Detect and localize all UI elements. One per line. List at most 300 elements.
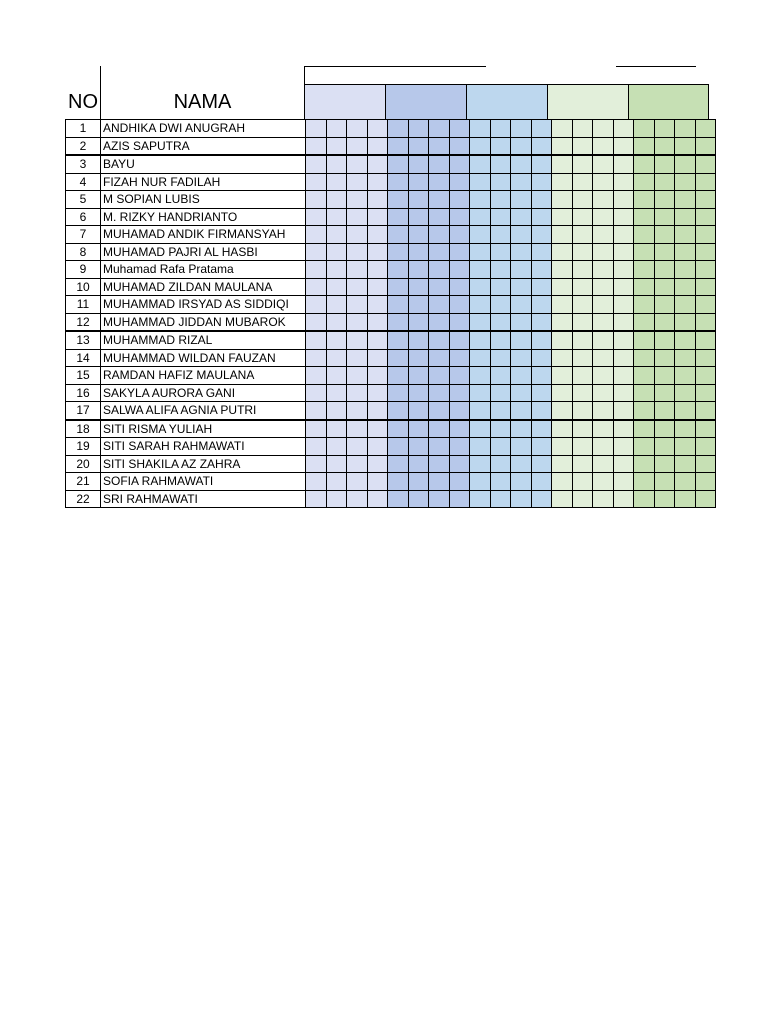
attendance-cell[interactable]	[429, 402, 450, 420]
attendance-cell[interactable]	[593, 313, 614, 331]
attendance-cell[interactable]	[552, 191, 573, 209]
attendance-cell[interactable]	[429, 155, 450, 173]
attendance-cell[interactable]	[593, 455, 614, 473]
attendance-cell[interactable]	[511, 490, 532, 508]
attendance-cell[interactable]	[593, 120, 614, 138]
attendance-cell[interactable]	[511, 313, 532, 331]
attendance-cell[interactable]	[347, 331, 368, 349]
attendance-cell[interactable]	[511, 402, 532, 420]
attendance-cell[interactable]	[695, 490, 716, 508]
attendance-cell[interactable]	[593, 261, 614, 279]
attendance-cell[interactable]	[408, 120, 429, 138]
attendance-cell[interactable]	[654, 120, 675, 138]
attendance-cell[interactable]	[593, 137, 614, 155]
attendance-cell[interactable]	[695, 173, 716, 191]
attendance-cell[interactable]	[449, 137, 470, 155]
attendance-cell[interactable]	[490, 490, 511, 508]
attendance-cell[interactable]	[593, 473, 614, 491]
attendance-cell[interactable]	[429, 191, 450, 209]
attendance-cell[interactable]	[552, 173, 573, 191]
attendance-cell[interactable]	[367, 313, 388, 331]
attendance-cell[interactable]	[306, 226, 327, 244]
attendance-cell[interactable]	[634, 438, 655, 456]
attendance-cell[interactable]	[449, 155, 470, 173]
attendance-cell[interactable]	[593, 173, 614, 191]
attendance-cell[interactable]	[490, 349, 511, 367]
attendance-cell[interactable]	[511, 331, 532, 349]
attendance-cell[interactable]	[429, 173, 450, 191]
attendance-cell[interactable]	[388, 455, 409, 473]
attendance-cell[interactable]	[695, 402, 716, 420]
attendance-cell[interactable]	[634, 155, 655, 173]
attendance-cell[interactable]	[367, 191, 388, 209]
attendance-cell[interactable]	[572, 402, 593, 420]
attendance-cell[interactable]	[470, 226, 491, 244]
attendance-cell[interactable]	[388, 349, 409, 367]
attendance-cell[interactable]	[326, 208, 347, 226]
attendance-cell[interactable]	[408, 278, 429, 296]
attendance-cell[interactable]	[347, 402, 368, 420]
attendance-cell[interactable]	[449, 278, 470, 296]
attendance-cell[interactable]	[695, 137, 716, 155]
attendance-cell[interactable]	[388, 296, 409, 314]
attendance-cell[interactable]	[531, 349, 552, 367]
attendance-cell[interactable]	[695, 473, 716, 491]
attendance-cell[interactable]	[531, 384, 552, 402]
attendance-cell[interactable]	[347, 137, 368, 155]
attendance-cell[interactable]	[593, 490, 614, 508]
attendance-cell[interactable]	[367, 296, 388, 314]
attendance-cell[interactable]	[511, 296, 532, 314]
attendance-cell[interactable]	[593, 438, 614, 456]
attendance-cell[interactable]	[613, 155, 634, 173]
attendance-cell[interactable]	[367, 455, 388, 473]
attendance-cell[interactable]	[388, 438, 409, 456]
attendance-cell[interactable]	[388, 137, 409, 155]
attendance-cell[interactable]	[634, 473, 655, 491]
attendance-cell[interactable]	[675, 155, 696, 173]
attendance-cell[interactable]	[531, 331, 552, 349]
attendance-cell[interactable]	[531, 191, 552, 209]
attendance-cell[interactable]	[552, 137, 573, 155]
attendance-cell[interactable]	[326, 226, 347, 244]
attendance-cell[interactable]	[470, 155, 491, 173]
attendance-cell[interactable]	[572, 226, 593, 244]
attendance-cell[interactable]	[449, 349, 470, 367]
attendance-cell[interactable]	[572, 438, 593, 456]
attendance-cell[interactable]	[552, 261, 573, 279]
attendance-cell[interactable]	[347, 490, 368, 508]
attendance-cell[interactable]	[634, 349, 655, 367]
attendance-cell[interactable]	[347, 226, 368, 244]
attendance-cell[interactable]	[490, 402, 511, 420]
attendance-cell[interactable]	[572, 313, 593, 331]
attendance-cell[interactable]	[306, 173, 327, 191]
attendance-cell[interactable]	[347, 455, 368, 473]
attendance-cell[interactable]	[511, 120, 532, 138]
attendance-cell[interactable]	[552, 490, 573, 508]
attendance-cell[interactable]	[675, 438, 696, 456]
attendance-cell[interactable]	[490, 296, 511, 314]
attendance-cell[interactable]	[306, 278, 327, 296]
attendance-cell[interactable]	[449, 331, 470, 349]
attendance-cell[interactable]	[490, 226, 511, 244]
attendance-cell[interactable]	[388, 226, 409, 244]
attendance-cell[interactable]	[429, 243, 450, 261]
attendance-cell[interactable]	[572, 261, 593, 279]
attendance-cell[interactable]	[634, 402, 655, 420]
attendance-cell[interactable]	[388, 402, 409, 420]
attendance-cell[interactable]	[367, 120, 388, 138]
attendance-cell[interactable]	[429, 208, 450, 226]
attendance-cell[interactable]	[511, 384, 532, 402]
attendance-cell[interactable]	[408, 438, 429, 456]
attendance-cell[interactable]	[429, 473, 450, 491]
attendance-cell[interactable]	[593, 384, 614, 402]
attendance-cell[interactable]	[531, 420, 552, 438]
attendance-cell[interactable]	[675, 278, 696, 296]
attendance-cell[interactable]	[572, 384, 593, 402]
attendance-cell[interactable]	[306, 367, 327, 385]
attendance-cell[interactable]	[572, 455, 593, 473]
attendance-cell[interactable]	[654, 155, 675, 173]
attendance-cell[interactable]	[388, 420, 409, 438]
attendance-cell[interactable]	[347, 420, 368, 438]
attendance-cell[interactable]	[367, 155, 388, 173]
attendance-cell[interactable]	[675, 331, 696, 349]
attendance-cell[interactable]	[593, 331, 614, 349]
attendance-cell[interactable]	[470, 438, 491, 456]
attendance-cell[interactable]	[695, 384, 716, 402]
attendance-cell[interactable]	[388, 384, 409, 402]
attendance-cell[interactable]	[675, 490, 696, 508]
attendance-cell[interactable]	[675, 473, 696, 491]
attendance-cell[interactable]	[326, 420, 347, 438]
attendance-cell[interactable]	[572, 191, 593, 209]
attendance-cell[interactable]	[449, 208, 470, 226]
attendance-cell[interactable]	[449, 367, 470, 385]
attendance-cell[interactable]	[552, 438, 573, 456]
attendance-cell[interactable]	[593, 296, 614, 314]
attendance-cell[interactable]	[613, 191, 634, 209]
attendance-cell[interactable]	[572, 420, 593, 438]
attendance-cell[interactable]	[388, 191, 409, 209]
attendance-cell[interactable]	[511, 420, 532, 438]
attendance-cell[interactable]	[695, 367, 716, 385]
attendance-cell[interactable]	[326, 137, 347, 155]
attendance-cell[interactable]	[552, 243, 573, 261]
attendance-cell[interactable]	[408, 420, 429, 438]
attendance-cell[interactable]	[634, 420, 655, 438]
attendance-cell[interactable]	[470, 402, 491, 420]
attendance-cell[interactable]	[347, 243, 368, 261]
attendance-cell[interactable]	[511, 191, 532, 209]
attendance-cell[interactable]	[429, 490, 450, 508]
attendance-cell[interactable]	[388, 473, 409, 491]
attendance-cell[interactable]	[552, 384, 573, 402]
attendance-cell[interactable]	[654, 137, 675, 155]
attendance-cell[interactable]	[531, 226, 552, 244]
attendance-cell[interactable]	[326, 278, 347, 296]
attendance-cell[interactable]	[306, 420, 327, 438]
attendance-cell[interactable]	[429, 367, 450, 385]
attendance-cell[interactable]	[675, 137, 696, 155]
attendance-cell[interactable]	[347, 367, 368, 385]
attendance-cell[interactable]	[408, 137, 429, 155]
attendance-cell[interactable]	[449, 261, 470, 279]
attendance-cell[interactable]	[490, 261, 511, 279]
attendance-cell[interactable]	[470, 137, 491, 155]
attendance-cell[interactable]	[695, 278, 716, 296]
attendance-cell[interactable]	[552, 208, 573, 226]
attendance-cell[interactable]	[388, 243, 409, 261]
attendance-cell[interactable]	[490, 367, 511, 385]
attendance-cell[interactable]	[572, 367, 593, 385]
attendance-cell[interactable]	[347, 261, 368, 279]
attendance-cell[interactable]	[347, 191, 368, 209]
attendance-cell[interactable]	[634, 120, 655, 138]
attendance-cell[interactable]	[408, 191, 429, 209]
attendance-cell[interactable]	[552, 367, 573, 385]
attendance-cell[interactable]	[531, 278, 552, 296]
attendance-cell[interactable]	[490, 455, 511, 473]
attendance-cell[interactable]	[429, 278, 450, 296]
attendance-cell[interactable]	[306, 438, 327, 456]
attendance-cell[interactable]	[572, 278, 593, 296]
attendance-cell[interactable]	[470, 367, 491, 385]
attendance-cell[interactable]	[531, 208, 552, 226]
attendance-cell[interactable]	[531, 120, 552, 138]
attendance-cell[interactable]	[408, 455, 429, 473]
attendance-cell[interactable]	[306, 208, 327, 226]
attendance-cell[interactable]	[388, 208, 409, 226]
attendance-cell[interactable]	[470, 473, 491, 491]
attendance-cell[interactable]	[470, 243, 491, 261]
attendance-cell[interactable]	[367, 349, 388, 367]
attendance-cell[interactable]	[572, 137, 593, 155]
attendance-cell[interactable]	[634, 208, 655, 226]
attendance-cell[interactable]	[531, 155, 552, 173]
attendance-cell[interactable]	[449, 120, 470, 138]
attendance-cell[interactable]	[593, 226, 614, 244]
attendance-cell[interactable]	[326, 120, 347, 138]
attendance-cell[interactable]	[613, 296, 634, 314]
attendance-cell[interactable]	[593, 402, 614, 420]
attendance-cell[interactable]	[347, 155, 368, 173]
attendance-cell[interactable]	[695, 243, 716, 261]
attendance-cell[interactable]	[490, 384, 511, 402]
attendance-cell[interactable]	[306, 261, 327, 279]
attendance-cell[interactable]	[449, 243, 470, 261]
attendance-cell[interactable]	[449, 402, 470, 420]
attendance-cell[interactable]	[634, 226, 655, 244]
attendance-cell[interactable]	[347, 120, 368, 138]
attendance-cell[interactable]	[654, 367, 675, 385]
attendance-cell[interactable]	[367, 331, 388, 349]
attendance-cell[interactable]	[552, 402, 573, 420]
attendance-cell[interactable]	[470, 455, 491, 473]
attendance-cell[interactable]	[572, 120, 593, 138]
attendance-cell[interactable]	[654, 191, 675, 209]
attendance-cell[interactable]	[326, 243, 347, 261]
attendance-cell[interactable]	[470, 191, 491, 209]
attendance-cell[interactable]	[306, 155, 327, 173]
attendance-cell[interactable]	[429, 261, 450, 279]
attendance-cell[interactable]	[470, 278, 491, 296]
attendance-cell[interactable]	[613, 173, 634, 191]
attendance-cell[interactable]	[408, 173, 429, 191]
attendance-cell[interactable]	[470, 349, 491, 367]
attendance-cell[interactable]	[388, 313, 409, 331]
attendance-cell[interactable]	[613, 137, 634, 155]
attendance-cell[interactable]	[695, 191, 716, 209]
attendance-cell[interactable]	[306, 331, 327, 349]
attendance-cell[interactable]	[675, 191, 696, 209]
attendance-cell[interactable]	[429, 384, 450, 402]
attendance-cell[interactable]	[511, 226, 532, 244]
attendance-cell[interactable]	[634, 296, 655, 314]
attendance-cell[interactable]	[306, 455, 327, 473]
attendance-cell[interactable]	[675, 226, 696, 244]
attendance-cell[interactable]	[367, 173, 388, 191]
attendance-cell[interactable]	[552, 296, 573, 314]
attendance-cell[interactable]	[347, 349, 368, 367]
attendance-cell[interactable]	[511, 261, 532, 279]
attendance-cell[interactable]	[429, 349, 450, 367]
attendance-cell[interactable]	[634, 191, 655, 209]
attendance-cell[interactable]	[695, 261, 716, 279]
attendance-cell[interactable]	[531, 173, 552, 191]
attendance-cell[interactable]	[654, 243, 675, 261]
attendance-cell[interactable]	[306, 402, 327, 420]
attendance-cell[interactable]	[429, 438, 450, 456]
attendance-cell[interactable]	[326, 331, 347, 349]
attendance-cell[interactable]	[429, 313, 450, 331]
attendance-cell[interactable]	[552, 120, 573, 138]
attendance-cell[interactable]	[429, 137, 450, 155]
attendance-cell[interactable]	[531, 473, 552, 491]
attendance-cell[interactable]	[306, 243, 327, 261]
attendance-cell[interactable]	[613, 208, 634, 226]
attendance-cell[interactable]	[675, 384, 696, 402]
attendance-cell[interactable]	[531, 402, 552, 420]
attendance-cell[interactable]	[613, 261, 634, 279]
attendance-cell[interactable]	[634, 278, 655, 296]
attendance-cell[interactable]	[675, 243, 696, 261]
attendance-cell[interactable]	[613, 473, 634, 491]
attendance-cell[interactable]	[654, 402, 675, 420]
attendance-cell[interactable]	[408, 296, 429, 314]
attendance-cell[interactable]	[552, 420, 573, 438]
attendance-cell[interactable]	[531, 313, 552, 331]
attendance-cell[interactable]	[695, 226, 716, 244]
attendance-cell[interactable]	[367, 226, 388, 244]
attendance-cell[interactable]	[449, 455, 470, 473]
attendance-cell[interactable]	[695, 155, 716, 173]
attendance-cell[interactable]	[470, 384, 491, 402]
attendance-cell[interactable]	[695, 296, 716, 314]
attendance-cell[interactable]	[654, 384, 675, 402]
attendance-cell[interactable]	[388, 278, 409, 296]
attendance-cell[interactable]	[449, 420, 470, 438]
attendance-cell[interactable]	[388, 367, 409, 385]
attendance-cell[interactable]	[613, 420, 634, 438]
attendance-cell[interactable]	[449, 296, 470, 314]
attendance-cell[interactable]	[654, 208, 675, 226]
attendance-cell[interactable]	[675, 367, 696, 385]
attendance-cell[interactable]	[552, 313, 573, 331]
attendance-cell[interactable]	[675, 420, 696, 438]
attendance-cell[interactable]	[634, 367, 655, 385]
attendance-cell[interactable]	[347, 473, 368, 491]
attendance-cell[interactable]	[347, 173, 368, 191]
attendance-cell[interactable]	[490, 208, 511, 226]
attendance-cell[interactable]	[429, 455, 450, 473]
attendance-cell[interactable]	[326, 490, 347, 508]
attendance-cell[interactable]	[675, 261, 696, 279]
attendance-cell[interactable]	[306, 191, 327, 209]
attendance-cell[interactable]	[367, 473, 388, 491]
attendance-cell[interactable]	[552, 331, 573, 349]
attendance-cell[interactable]	[531, 296, 552, 314]
attendance-cell[interactable]	[695, 455, 716, 473]
attendance-cell[interactable]	[511, 473, 532, 491]
attendance-cell[interactable]	[490, 243, 511, 261]
attendance-cell[interactable]	[408, 313, 429, 331]
attendance-cell[interactable]	[511, 243, 532, 261]
attendance-cell[interactable]	[654, 473, 675, 491]
attendance-cell[interactable]	[347, 208, 368, 226]
attendance-cell[interactable]	[511, 438, 532, 456]
attendance-cell[interactable]	[572, 155, 593, 173]
attendance-cell[interactable]	[634, 455, 655, 473]
attendance-cell[interactable]	[388, 155, 409, 173]
attendance-cell[interactable]	[470, 296, 491, 314]
attendance-cell[interactable]	[388, 261, 409, 279]
attendance-cell[interactable]	[408, 243, 429, 261]
attendance-cell[interactable]	[408, 367, 429, 385]
attendance-cell[interactable]	[388, 120, 409, 138]
attendance-cell[interactable]	[654, 438, 675, 456]
attendance-cell[interactable]	[306, 473, 327, 491]
attendance-cell[interactable]	[695, 420, 716, 438]
attendance-cell[interactable]	[634, 384, 655, 402]
attendance-cell[interactable]	[367, 438, 388, 456]
attendance-cell[interactable]	[634, 331, 655, 349]
attendance-cell[interactable]	[408, 208, 429, 226]
attendance-cell[interactable]	[511, 137, 532, 155]
attendance-cell[interactable]	[429, 120, 450, 138]
attendance-cell[interactable]	[470, 313, 491, 331]
attendance-cell[interactable]	[490, 313, 511, 331]
attendance-cell[interactable]	[695, 313, 716, 331]
attendance-cell[interactable]	[326, 438, 347, 456]
attendance-cell[interactable]	[326, 384, 347, 402]
attendance-cell[interactable]	[326, 173, 347, 191]
attendance-cell[interactable]	[613, 367, 634, 385]
attendance-cell[interactable]	[593, 191, 614, 209]
attendance-cell[interactable]	[511, 455, 532, 473]
attendance-cell[interactable]	[490, 137, 511, 155]
attendance-cell[interactable]	[347, 296, 368, 314]
attendance-cell[interactable]	[654, 173, 675, 191]
attendance-cell[interactable]	[306, 349, 327, 367]
attendance-cell[interactable]	[572, 208, 593, 226]
attendance-cell[interactable]	[613, 120, 634, 138]
attendance-cell[interactable]	[634, 261, 655, 279]
attendance-cell[interactable]	[531, 137, 552, 155]
attendance-cell[interactable]	[306, 120, 327, 138]
